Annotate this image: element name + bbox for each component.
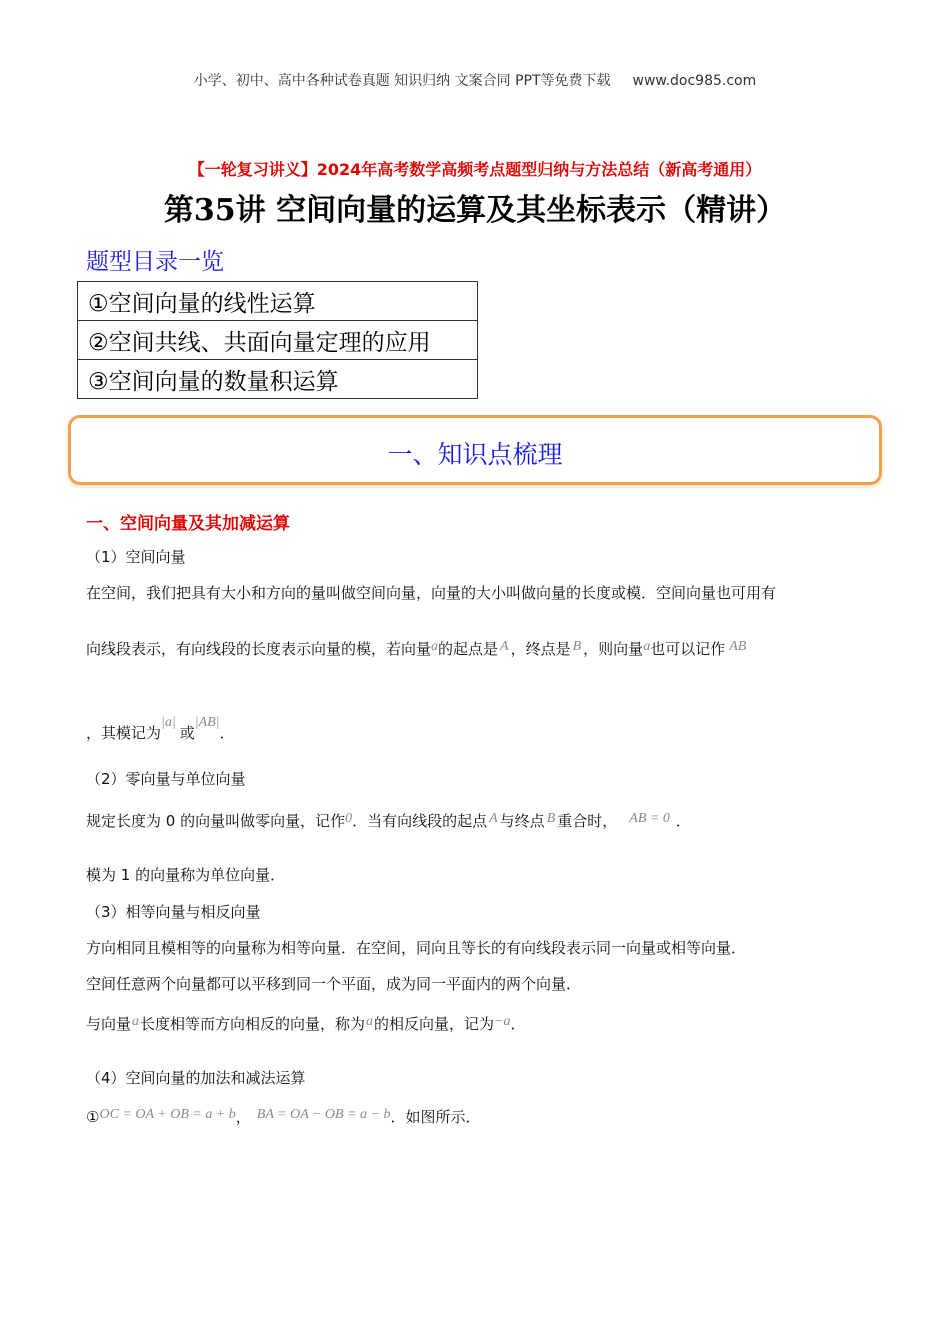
subheading-equal-opposite: （3）相等向量与相反向量 <box>86 903 261 921</box>
paragraph-3 <box>86 715 235 743</box>
math-B: B <box>572 639 582 654</box>
text-span: ， <box>235 1108 251 1126</box>
subheading-space-vector: （1）空间向量 <box>86 548 186 566</box>
text-span: ，其模记为 <box>86 724 162 742</box>
math-BA-eq: BA = OA − OB = a − b <box>256 1107 391 1122</box>
toc-heading: 题型目录一览 <box>86 249 224 275</box>
text-span: 与向量 <box>86 1015 132 1033</box>
toc-item: ①空间向量的线性运算 <box>78 282 478 321</box>
subheading-zero-unit: （2）零向量与单位向量 <box>86 770 246 788</box>
text-span: 重合时， <box>557 812 618 830</box>
text-span: 长度相等而方向相反的向量，称为 <box>140 1015 366 1033</box>
math-a: a <box>132 1014 140 1029</box>
paragraph-4 <box>86 810 691 831</box>
text-span: ． <box>219 724 235 742</box>
document-subtitle: 【一轮复习讲义】2024年高考数学高频考点题型归纳与方法总结（新高考通用） <box>188 160 762 179</box>
math-a: a <box>366 1014 374 1029</box>
text-span: ． <box>510 1015 526 1033</box>
text-span: 或 <box>179 724 195 742</box>
math-A: A <box>489 811 498 826</box>
math-a: a <box>431 639 439 654</box>
paragraph-1: 在空间，我们把具有大小和方向的量叫做空间向量，向量的大小叫做向量的长度或模．空间向量也可用有 <box>86 584 777 602</box>
toc-table <box>77 281 478 399</box>
text-span: ． <box>675 812 691 830</box>
math-a: a <box>643 639 651 654</box>
math-abs-AB: |AB| <box>194 715 220 730</box>
math-zero: 0 <box>345 811 353 826</box>
paragraph-2 <box>86 638 746 659</box>
text-span: 与终点 <box>499 812 545 830</box>
text-span: 的起点是 <box>438 640 499 658</box>
header-site-link[interactable]: www.doc985.com <box>632 73 757 89</box>
text-span: ．如图所示． <box>390 1108 481 1126</box>
math-A: A <box>500 639 509 654</box>
text-span: 规定长度为 0 的向量叫做零向量，记作 <box>86 812 346 830</box>
header-text: 小学、初中、高中各种试卷真题 知识归纳 文案合同 PPT等免费下载 <box>193 73 611 89</box>
paragraph-7: 空间任意两个向量都可以平移到同一个平面，成为同一平面内的两个向量． <box>86 975 582 993</box>
paragraph-9 <box>86 1106 481 1127</box>
toc-item: ③空间向量的数量积运算 <box>78 360 478 399</box>
document-title: 第35讲 空间向量的运算及其坐标表示（精讲） <box>163 193 787 228</box>
section-banner <box>68 415 882 485</box>
text-span: ，则向量 <box>583 640 644 658</box>
text-span: ．当有向线段的起点 <box>352 812 488 830</box>
page-header <box>0 70 950 90</box>
subheading-add-subtract: （4）空间向量的加法和减法运算 <box>86 1069 306 1087</box>
math-AB-eq-0: AB = 0 <box>629 811 670 826</box>
math-abs-a: |a| <box>161 715 176 730</box>
math-AB: AB <box>729 639 747 654</box>
toc-item: ②空间共线、共面向量定理的应用 <box>78 321 478 360</box>
paragraph-5: 模为 1 的向量称为单位向量． <box>86 866 286 884</box>
text-span: ，终点是 <box>510 640 571 658</box>
section-heading: 一、空间向量及其加减运算 <box>86 514 290 534</box>
math-neg-a: −a <box>494 1014 511 1029</box>
math-B: B <box>546 811 556 826</box>
text-span: 向线段表示，有向线段的长度表示向量的模，若向量 <box>86 640 432 658</box>
section-title: 一、知识点梳理 <box>387 440 563 469</box>
text-span: ① <box>86 1108 100 1126</box>
text-span: 的相反向量，记为 <box>374 1015 495 1033</box>
paragraph-6: 方向相同且模相等的向量称为相等向量．在空间，同向且等长的有向线段表示同一向量或相等向量． <box>86 939 747 957</box>
paragraph-8 <box>86 1013 526 1034</box>
math-OC-eq: OC = OA + OB = a + b <box>99 1107 236 1122</box>
text-span: 也可以记作 <box>650 640 726 658</box>
